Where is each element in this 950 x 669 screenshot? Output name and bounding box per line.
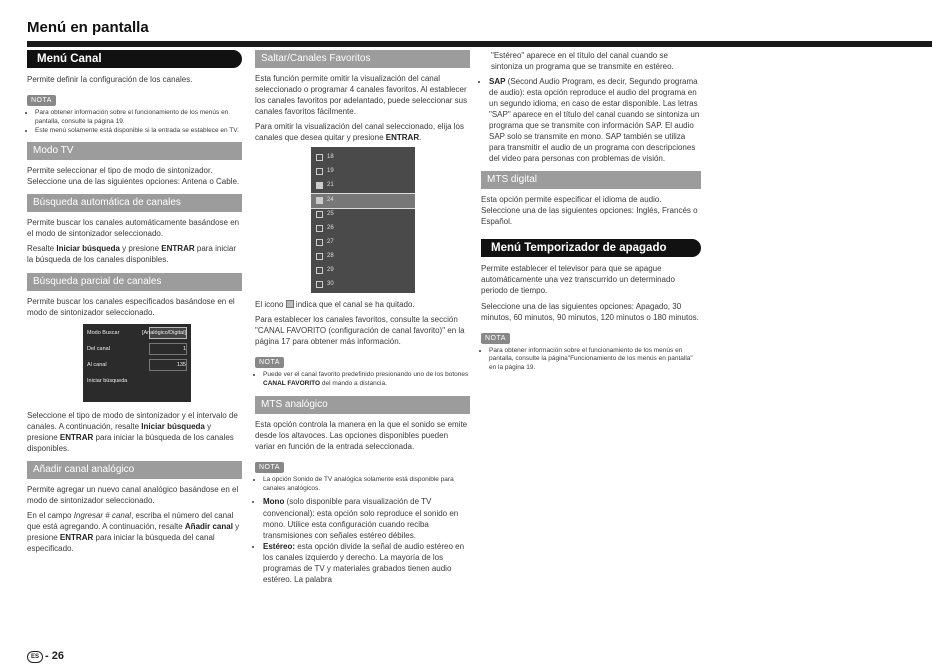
channel-checkbox-icon <box>316 239 323 246</box>
channel-row: 18 <box>311 151 415 165</box>
channel-row: 28 <box>311 250 415 264</box>
menu-canal-header: Menú Canal <box>27 50 242 68</box>
channel-checkbox-icon <box>316 281 323 288</box>
from-channel-row: Del canal 1 <box>85 342 189 356</box>
start-search-row: Iniciar búsqueda <box>87 377 128 384</box>
nota-list <box>255 371 470 389</box>
search-mode-row: Modo Buscar [Analógico/Digital] <box>85 326 189 340</box>
nota-item: • La opción Sonido de TV analógica solamente está disponible para canales analógicos. <box>263 476 470 494</box>
removed-channel-icon <box>316 197 323 204</box>
page-number: - 26 <box>45 650 64 662</box>
column-3 <box>481 50 701 376</box>
removed-channel-icon <box>286 300 294 308</box>
mono-option: • Mono (solo disponible para visualización de TV convencional): esta opción solo reproduce el sonido en mono. Utilice esta configuración cuando reciba transmisiones con señales estéreo débiles. <box>263 496 470 540</box>
nota-item: • Para obtener información sobre el funcionamiento de los menús en pantalla, consulte la página 19. <box>35 109 242 127</box>
removed-icon-note: El icono indica que el canal se ha quitado. <box>255 300 415 310</box>
mts-analogico-header: MTS analógico <box>255 396 470 414</box>
channel-checkbox-icon <box>316 253 323 260</box>
anadir-canal-instructions: En el campo Ingresar # canal, escriba el número del canal que está agregando. A continuación, resalte Añadir canal y presione ENTRAR para iniciar la búsqueda del canal especificado. <box>27 510 240 553</box>
nota-list <box>27 109 242 135</box>
page-title: Menú en pantalla <box>27 19 149 36</box>
busqueda-automatica-instructions: Resalte Iniciar búsqueda y presione ENTRAR para iniciar la búsqueda de los canales disponibles. <box>27 244 236 265</box>
to-channel-row: Al canal 135 <box>85 358 189 372</box>
sap-option: • SAP (Second Audio Program, es decir, Segundo programa de audio): esta opción reproduce el audio del programa en un segundo idioma, en caso de estar disponible. Las letras "SAP" aparece en el título del canal cuando se sintoniza un programa que se transmite con información SAP. El audio SAP solo se transmite en mono. SAP también se utiliza para transmitir el audio de un programa con descripciones del video para personas con problemas de visión. <box>489 76 701 164</box>
removed-channel-icon <box>316 182 323 189</box>
favoritos-text: Para establecer los canales favoritos, consulte la sección "CANAL FAVORITO (configuración de canal favorito)" en la página 17 para obtener más información. <box>255 315 465 347</box>
channel-row: 29 <box>311 264 415 278</box>
estereo-option: • Estéreo: esta opción divide la señal de audio estéreo en los canales izquierdo y derecho. La mayoría de los programas de TV y materiales grabados tienen audio estéreo. La palabra <box>263 541 470 585</box>
nota-badge: NOTA <box>255 462 284 473</box>
nota-item: • Este menú solamente está disponible si la entrada se establece en TV. <box>35 127 242 136</box>
search-settings-screen <box>83 324 191 402</box>
channel-row: 19 <box>311 165 415 179</box>
temporizador-header: Menú Temporizador de apagado <box>481 239 701 257</box>
nota-badge: NOTA <box>27 95 56 106</box>
estereo-continued: "Estéreo" aparece en el título del canal cuando se sintoniza un programa que se transmite en estéreo. <box>491 51 674 72</box>
audio-options-list <box>255 496 470 584</box>
nota-badge: NOTA <box>481 333 510 344</box>
saltar-instructions: Para omitir la visualización del canal seleccionado, elija los canales que desea quitar y presione ENTRAR. <box>255 122 464 143</box>
channel-row: 21 <box>311 179 415 193</box>
page-footer <box>27 650 64 663</box>
channel-row-selected: 24 <box>311 193 415 209</box>
busqueda-parcial-header: Búsqueda parcial de canales <box>27 273 242 291</box>
menu-canal-text: Permite definir la configuración de los canales. <box>27 75 193 84</box>
channel-checkbox-icon <box>316 225 323 232</box>
saltar-favoritos-header: Saltar/Canales Favoritos <box>255 50 470 68</box>
modo-tv-text: Permite seleccionar el tipo de modo de sintonizador. Seleccione una de las siguientes opciones: Antena o Cable. <box>27 166 240 187</box>
mts-digital-text: Esta opción permite especificar el idioma de audio. Seleccione una de las siguientes opciones: Inglés, Francés o Español. <box>481 195 698 227</box>
channel-checkbox-icon <box>316 154 323 161</box>
anadir-canal-header: Añadir canal analógico <box>27 461 242 479</box>
channel-list-screen <box>311 147 415 293</box>
language-es-icon: ES <box>27 651 43 663</box>
mts-digital-header: MTS digital <box>481 171 701 189</box>
title-rule <box>27 41 932 47</box>
nota-badge: NOTA <box>255 357 284 368</box>
nota-item: • Puede ver el canal favorito predefinido presionando uno de los botones CANAL FAVORITO del mando a distancia. <box>263 371 470 389</box>
channel-row: 30 <box>311 278 415 292</box>
modo-tv-header: Modo TV <box>27 142 242 160</box>
nota-item: • Para obtener información sobre el funcionamiento de los menús en pantalla, consulte la página"Funcionamiento de los menús en pantalla" en la página 19. <box>489 347 701 373</box>
temporizador-options: Seleccione una de las siguientes opciones: Apagado, 30 minutos, 60 minutos, 90 minutos, 120 minutos o 180 minutos. <box>481 301 699 322</box>
nota-list <box>481 347 701 373</box>
sap-list <box>481 76 701 164</box>
channel-checkbox-icon <box>316 211 323 218</box>
busqueda-parcial-instructions: Seleccione el tipo de modo de sintonizador y el intervalo de canales. A continuación, resalte Iniciar búsqueda y presione ENTRAR para iniciar la búsqueda de los canales disponibles. <box>27 410 238 453</box>
column-2 <box>255 50 470 588</box>
channel-checkbox-icon <box>316 267 323 274</box>
anadir-canal-text: Permite agregar un nuevo canal analógico basándose en el modo de sintonizador seleccionado. <box>27 484 239 505</box>
busqueda-automatica-header: Búsqueda automática de canales <box>27 194 242 212</box>
channel-row: 25 <box>311 208 415 222</box>
channel-checkbox-icon <box>316 168 323 175</box>
saltar-text: Esta función permite omitir la visualización del canal seleccionado o programar 4 canales favoritos. Al establecer los canales favoritos por adelantado, puede seleccionar sus canales favoritos fácilmente. <box>255 74 468 117</box>
channel-row: 27 <box>311 236 415 250</box>
nota-list <box>255 476 470 494</box>
temporizador-text: Permite establecer el televisor para que se apague automáticamente una vez transcurrido un determinado periodo de tiempo. <box>481 264 675 296</box>
busqueda-parcial-text: Permite buscar los canales especificados basándose en el modo de sintonizador seleccionado. <box>27 296 235 317</box>
busqueda-automatica-text: Permite buscar los canales automáticamente basándose en el modo de sintonizador seleccionado. <box>27 218 240 239</box>
channel-row: 26 <box>311 222 415 236</box>
mts-analogico-text: Esta opción controla la manera en la que el sonido se emite desde los altavoces. Las opciones disponibles pueden variar en función de la entrada seleccionada. <box>255 419 468 451</box>
column-1 <box>27 50 242 558</box>
